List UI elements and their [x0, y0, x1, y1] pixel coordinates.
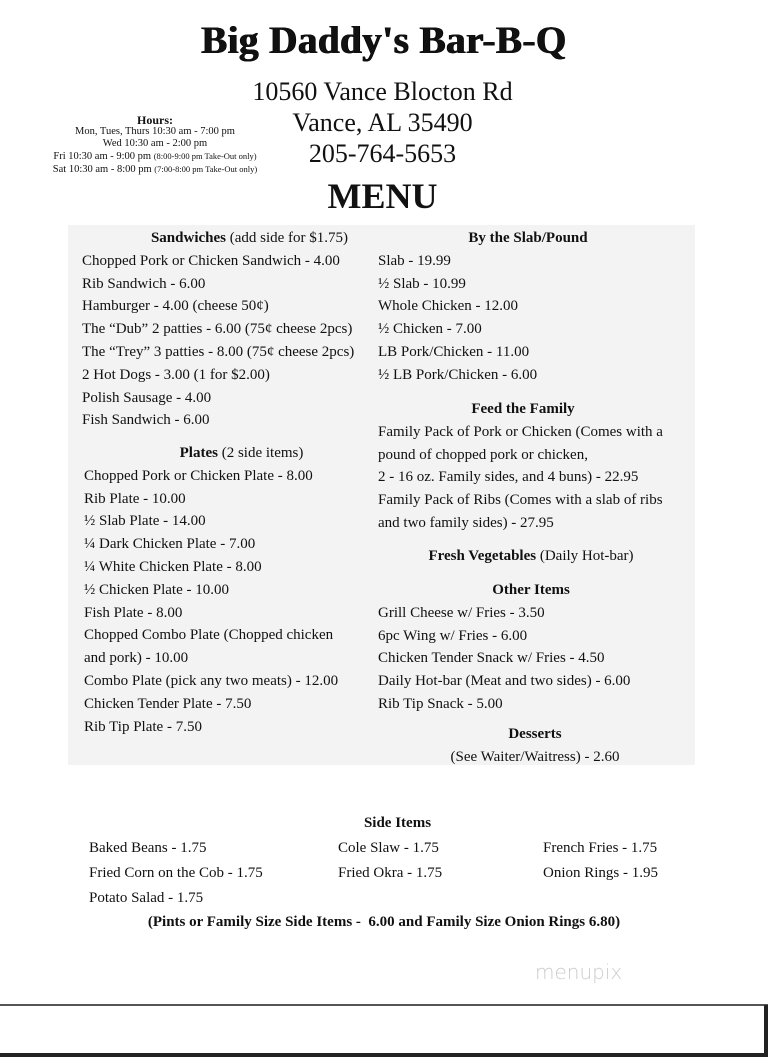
menu-item: ¼ White Chicken Plate - 8.00	[84, 558, 262, 575]
restaurant-name: Big Daddy's Bar-B-Q	[201, 19, 567, 62]
section-heading: Other Items	[492, 582, 570, 598]
desserts-section	[385, 723, 685, 769]
menu-item: and pork) - 10.00	[84, 650, 189, 667]
hours-line: Sat 10:30 am - 8:00 pm (7:00-8:00 pm Take-Out only)	[52, 164, 258, 175]
hours-line: Wed 10:30 am - 2:00 pm	[102, 138, 208, 149]
hours-line: Mon, Tues, Thurs 10:30 am - 7:00 pm	[75, 126, 235, 137]
address-street: 10560 Vance Blocton Rd	[252, 77, 513, 106]
menu-item: 6pc Wing w/ Fries - 6.00	[378, 627, 528, 644]
page-edge-line	[0, 1004, 768, 1006]
menu-heading: MENU	[327, 176, 438, 216]
hours-block	[30, 114, 280, 176]
fresh-vegetables-section	[378, 545, 688, 568]
menu-item: and two family sides) - 27.95	[378, 514, 554, 531]
menu-item: (See Waiter/Waitress) - 2.60	[450, 748, 620, 765]
menu-item: ½ Chicken Plate - 10.00	[84, 581, 229, 598]
menu-item: Potato Salad - 1.75	[89, 890, 204, 906]
menu-item: Polish Sausage - 4.00	[82, 389, 212, 406]
section-heading: Sandwiches (add side for $1.75)	[150, 230, 349, 246]
menu-item: Combo Plate (pick any two meats) - 12.00	[84, 672, 339, 689]
hours-heading: Hours:	[137, 113, 173, 127]
menu-item: Chicken Tender Plate - 7.50	[84, 695, 252, 712]
menu-item: ½ Chicken - 7.00	[378, 321, 482, 338]
menupix-watermark: menupix	[535, 960, 623, 984]
hours-line: Fri 10:30 am - 9:00 pm (8:00-9:00 pm Take-Out only)	[53, 151, 257, 162]
menu-item: Chopped Pork or Chicken Plate - 8.00	[84, 467, 313, 484]
section-heading: Desserts	[508, 726, 562, 742]
menu-item: Whole Chicken - 12.00	[378, 298, 518, 315]
section-heading: By the Slab/Pound	[468, 230, 588, 246]
menu-item: 2 Hot Dogs - 3.00 (1 for $2.00)	[82, 366, 270, 383]
menu-item: Chopped Combo Plate (Chopped chicken	[84, 627, 334, 644]
menu-item: Cole Slaw - 1.75	[338, 840, 439, 856]
menu-item: Slab - 19.99	[378, 252, 451, 269]
menu-item: 2 - 16 oz. Family sides, and 4 buns) - 22.95	[378, 469, 639, 486]
menu-item: ½ Slab Plate - 14.00	[84, 513, 206, 530]
address-city: Vance, AL 35490	[292, 108, 473, 137]
side-items-column	[543, 836, 658, 886]
menu-item: ½ LB Pork/Chicken - 6.00	[378, 366, 538, 383]
menu-item: ¼ Dark Chicken Plate - 7.00	[84, 536, 256, 553]
menu-item: Onion Rings - 1.95	[543, 865, 659, 881]
sandwiches-section	[82, 227, 382, 432]
menu-item: Fish Plate - 8.00	[84, 604, 183, 621]
side-items-footnote: (Pints or Family Size Side Items - 6.00 and Family Size Onion Rings 6.80)	[147, 914, 621, 930]
menu-item: Family Pack of Ribs (Comes with a slab of ribs	[378, 492, 663, 509]
menu-item: Family Pack of Pork or Chicken (Comes with a	[378, 423, 663, 440]
menu-item: Rib Tip Plate - 7.50	[84, 718, 202, 735]
plates-section	[84, 442, 384, 738]
menu-item: The “Dub” 2 patties - 6.00 (75¢ cheese 2pcs)	[82, 321, 353, 338]
menu-item: Chopped Pork or Chicken Sandwich - 4.00	[82, 252, 340, 269]
side-items-column	[338, 836, 442, 886]
side-items-column	[89, 836, 263, 911]
menu-item: Grill Cheese w/ Fries - 3.50	[378, 604, 545, 621]
menu-item: Rib Plate - 10.00	[84, 490, 186, 507]
menu-item: Rib Sandwich - 6.00	[82, 275, 206, 292]
menu-item: Rib Tip Snack - 5.00	[378, 695, 503, 712]
section-heading: Fresh Vegetables (Daily Hot-bar)	[428, 548, 634, 564]
menu-item: Fried Corn on the Cob - 1.75	[89, 865, 263, 881]
page-edge-line	[764, 1005, 768, 1057]
menu-item: Fish Sandwich - 6.00	[82, 412, 210, 429]
side-items-heading: Side Items	[363, 815, 432, 831]
page-edge-line	[0, 1053, 768, 1057]
menu-item: Daily Hot-bar (Meat and two sides) - 6.00	[378, 673, 631, 690]
menu-item: pound of chopped pork or chicken,	[378, 446, 588, 463]
by-the-slab-section	[378, 227, 688, 387]
menu-item: Chicken Tender Snack w/ Fries - 4.50	[378, 650, 605, 667]
menu-item: Baked Beans - 1.75	[89, 840, 207, 856]
other-items-section	[378, 579, 698, 716]
menu-item: Hamburger - 4.00 (cheese 50¢)	[82, 298, 269, 315]
section-heading: Plates (2 side items)	[179, 445, 304, 461]
menu-item: Fried Okra - 1.75	[338, 865, 443, 881]
menu-item: LB Pork/Chicken - 11.00	[378, 343, 530, 360]
phone-number: 205-764-5653	[308, 139, 457, 168]
section-heading: Feed the Family	[471, 401, 575, 417]
menu-item: French Fries - 1.75	[543, 840, 658, 856]
feed-the-family-section	[378, 398, 698, 535]
menu-item: ½ Slab - 10.99	[378, 275, 466, 292]
menu-item: The “Trey” 3 patties - 8.00 (75¢ cheese 2pcs)	[82, 343, 355, 360]
